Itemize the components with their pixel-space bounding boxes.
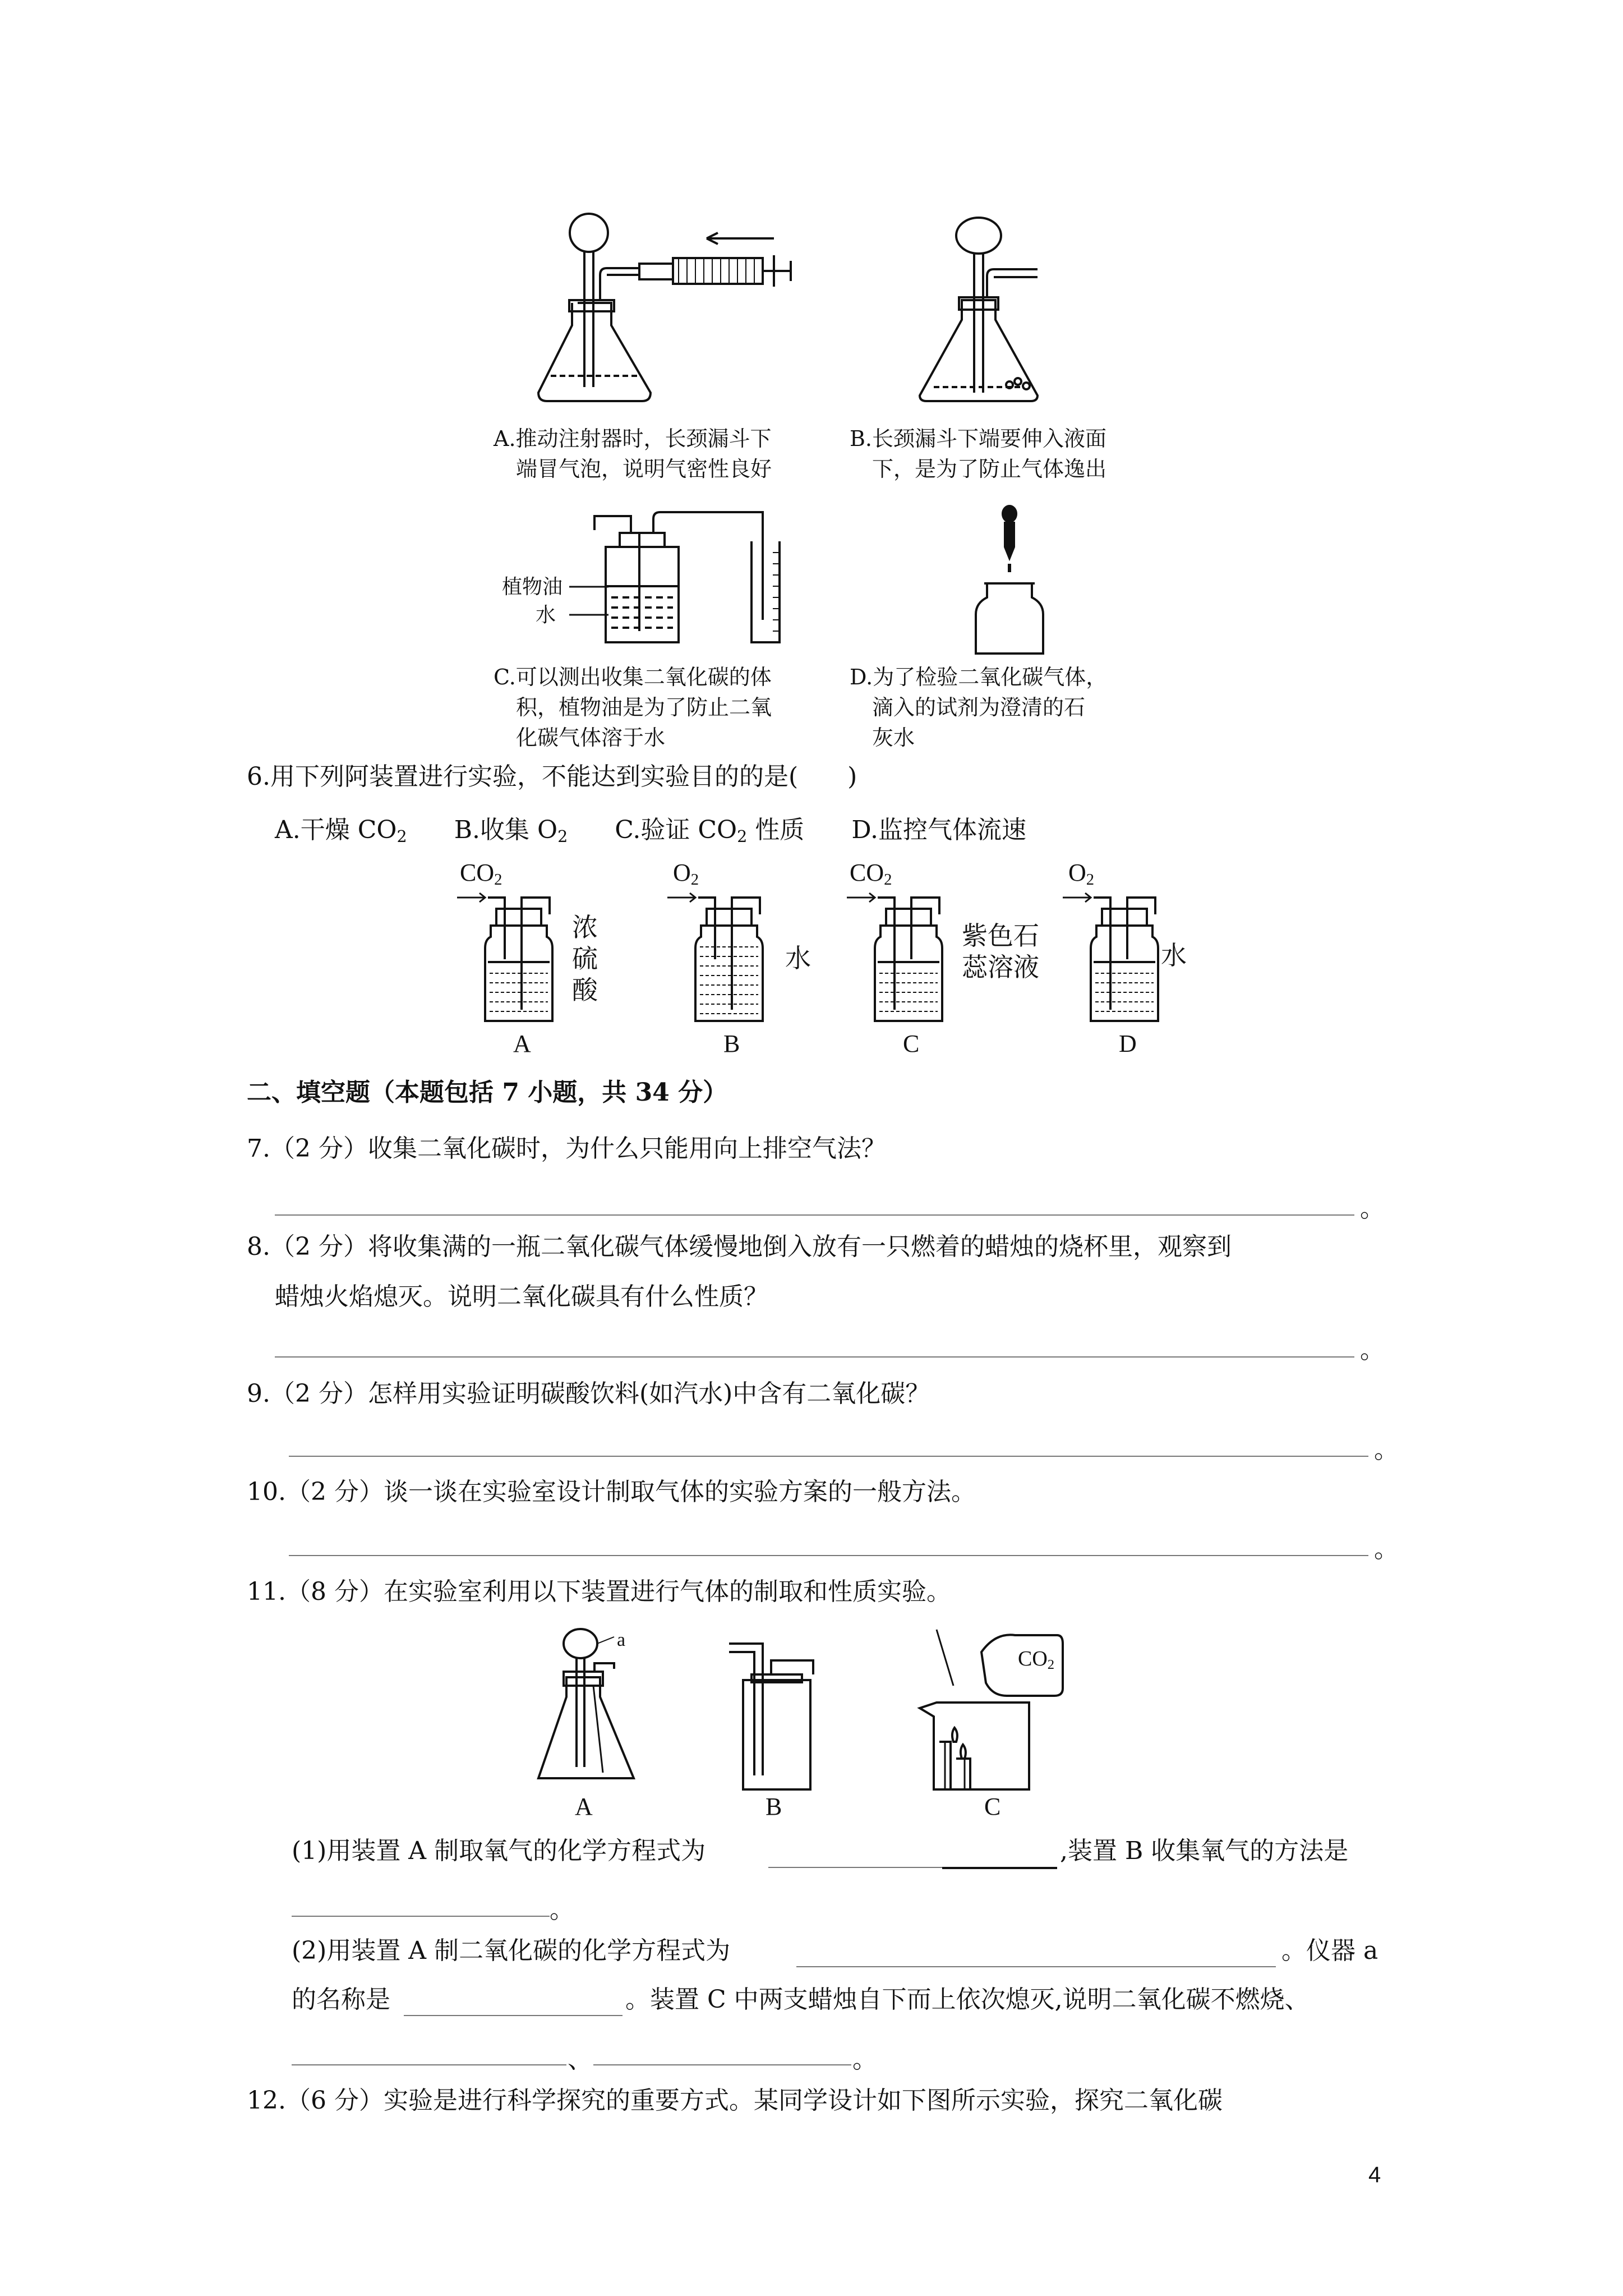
q11-p2-a: (2)用装置 A 制二氧化碳的化学方程式为 [292, 1936, 731, 1965]
gas-label: $CO_2$ [850, 859, 892, 889]
q5-label-leaders [569, 583, 614, 623]
q11-p4-period: 。 [852, 2045, 877, 2074]
q5-apparatus-c [594, 508, 808, 654]
liquid-label: 紫色石 蕊溶液 [962, 921, 1039, 982]
caption-line: 滴入的试剂为澄清的石 [872, 695, 1086, 720]
q7-text: 7.（2 分）收集二氧化碳时，为什么只能用向上排空气法？ [247, 1134, 886, 1163]
q7-answer-blank[interactable] [275, 1214, 1354, 1216]
q5-apparatus-a [538, 208, 819, 409]
bottle-drawing [667, 886, 780, 1027]
q11-p1-blank-2[interactable] [292, 1916, 550, 1917]
page-number: 4 [1368, 2162, 1381, 2187]
q10-text: 10.（2 分）谈一谈在实验室设计制取气体的实验方案的一般方法。 [247, 1478, 976, 1506]
q9-period: 。 [1374, 1435, 1399, 1464]
q11-apparatus-a [538, 1627, 651, 1789]
q6-option-d: D.监控气体流速 [851, 816, 1027, 844]
q7-period: 。 [1360, 1194, 1385, 1223]
bottle-drawing [457, 886, 569, 1027]
caption-line: D.为了检验二氧化碳气体， [850, 665, 1108, 689]
q8-answer-blank[interactable] [275, 1356, 1354, 1358]
q5-label-water: 水 [536, 604, 556, 627]
q6-option-a: A.干燥 $CO_2$ [275, 816, 407, 846]
q5-apparatus-d [970, 505, 1049, 656]
q11-apparatus-b [729, 1641, 824, 1789]
q6-stem: 6.用下列阿装置进行实验，不能达到实验目的的是( ) [247, 762, 857, 791]
q6-option-c: C.验证 $CO_2$ 性质 [615, 816, 805, 846]
q6-option-b: B.收集 $O_2$ [454, 816, 568, 846]
q9-text: 9.（2 分）怎样用实验证明碳酸饮料(如汽水)中含有二氧化碳？ [247, 1379, 930, 1408]
q11-p3-blank-1[interactable] [404, 2015, 623, 2016]
caption-line: 下，是为了防止气体逸出 [872, 457, 1107, 481]
section-title: 二、填空题（本题包括 7 小题，共 34 分） [247, 1078, 728, 1107]
q5-caption-d [850, 662, 1107, 753]
q11-p3-b: 。装置 C 中两支蜡烛自下而上依次熄灭,说明二氧化碳不燃烧、 [625, 1985, 1310, 2014]
q11-p2-blank-1[interactable] [796, 1966, 1276, 1967]
caption-line: A.推动注射器时，长颈漏斗下 [494, 426, 772, 451]
q6-bottle-a [457, 858, 637, 1060]
q11-p4-blank-1[interactable] [292, 2064, 566, 2065]
caption-line: 灰水 [872, 725, 915, 750]
caption-line: C.可以测出收集二氧化碳的体 [494, 665, 772, 689]
q11-p2-b: 。仪器 a [1281, 1936, 1378, 1965]
q11-label-a: a [617, 1630, 626, 1650]
liquid-label: 水 [785, 943, 811, 973]
gas-label: $O_2$ [1068, 859, 1095, 889]
q11-p4-blank-2[interactable] [593, 2064, 851, 2065]
bottle-letter: C [903, 1030, 920, 1057]
q11-letter-c: C [984, 1793, 1001, 1820]
gas-label: $O_2$ [673, 859, 699, 889]
bottle-drawing [1063, 886, 1175, 1027]
q9-answer-blank[interactable] [289, 1456, 1368, 1457]
bottle-drawing [847, 886, 959, 1027]
bottle-letter: B [723, 1030, 740, 1057]
q11-label-co2: $CO_2$ [1018, 1647, 1055, 1673]
bottle-letter: A [513, 1030, 531, 1057]
q10-period: 。 [1374, 1535, 1399, 1563]
q11-p1-period: 。 [550, 1895, 574, 1924]
q8-period: 。 [1360, 1336, 1385, 1364]
bottle-letter: D [1119, 1030, 1137, 1057]
caption-line: B.长颈漏斗下端要伸入液面 [850, 426, 1107, 451]
q11-p1-b: ,装置 B 收集氧气的方法是 [1060, 1837, 1349, 1865]
q6-bottle-b [667, 858, 847, 1060]
q11-p1-blank-1b [942, 1867, 1057, 1869]
gas-label: $CO_2$ [460, 859, 502, 889]
q10-answer-blank[interactable] [289, 1555, 1368, 1556]
q6-options [275, 813, 1026, 853]
q5-label-oil: 植物油 [502, 576, 563, 599]
caption-line: 化碳气体溶于水 [516, 725, 666, 750]
q6-bottle-d [1063, 858, 1242, 1060]
q6-bottle-c [847, 858, 1060, 1060]
q8-line1: 8.（2 分）将收集满的一瓶二氧化碳气体缓慢地倒入放有一只燃着的蜡烛的烧杯里，观察到 [247, 1232, 1232, 1261]
q5-caption-b [850, 424, 1106, 484]
liquid-label: 水 [1161, 940, 1187, 970]
q5-apparatus-b [920, 208, 1088, 409]
caption-line: 端冒气泡，说明气密性良好 [516, 457, 772, 481]
q12-text: 12.（6 分）实验是进行科学探究的重要方式。某同学设计如下图所示实验，探究二氧化碳 [247, 2086, 1223, 2115]
q11-p1-a: (1)用装置 A 制取氧气的化学方程式为 [292, 1837, 706, 1865]
q11-p3-a: 的名称是 [292, 1985, 390, 2014]
q11-letter-b: B [766, 1793, 782, 1820]
q5-caption-c [494, 662, 772, 753]
q11-p1-blank-1[interactable] [768, 1867, 942, 1868]
caption-line: 积，植物油是为了防止二氧 [516, 695, 772, 720]
liquid-label: 浓 硫 酸 [572, 912, 598, 1005]
q11-p4-sep: 、 [568, 2045, 592, 2074]
q11-text: 11.（8 分）在实验室利用以下装置进行气体的制取和性质实验。 [247, 1577, 951, 1606]
q11-letter-a: A [575, 1793, 593, 1820]
q8-line2: 蜡烛火焰熄灭。说明二氧化碳具有什么性质？ [275, 1282, 768, 1311]
q5-caption-a [494, 424, 772, 484]
